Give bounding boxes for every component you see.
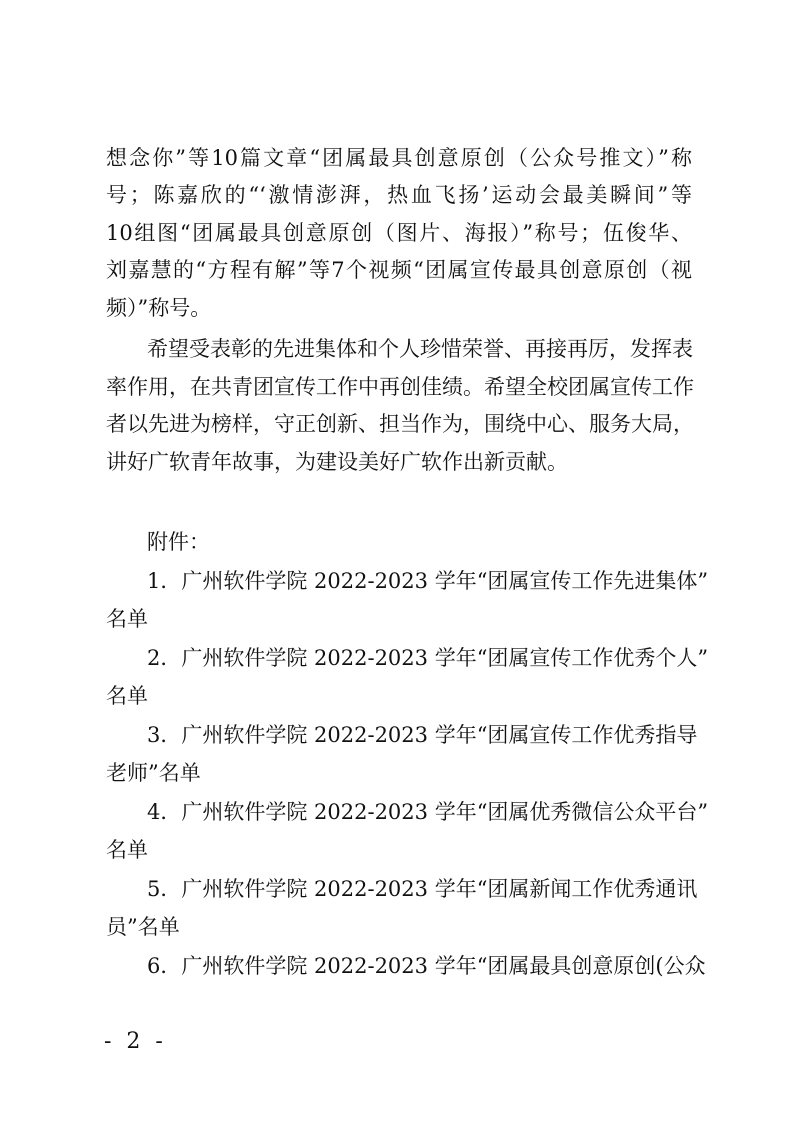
paragraph-line: 者以先进为榜样，守正创新、担当作为，围绕中心、服务大局， bbox=[106, 412, 694, 436]
attachment-item-continuation: 名单 bbox=[106, 684, 148, 708]
paragraph-line: 刘嘉慧的“方程有解”等7个视频“团属宣传最具创意原创（视 bbox=[106, 258, 692, 282]
attachment-item-title: 4．广州软件学院 2022-2023 学年“团属优秀微信公众平台” bbox=[147, 800, 709, 824]
paragraph-line: 率作用，在共青团宣传工作中再创佳绩。希望全校团属宣传工作 bbox=[106, 375, 694, 399]
paragraph-line: 想念你”等10篇文章“团属最具创意原创（公众号推文）”称 bbox=[106, 146, 692, 170]
attachment-item-continuation: 名单 bbox=[106, 838, 148, 862]
paragraph-line: 讲好广软青年故事，为建设美好广软作出新贡献。 bbox=[106, 450, 568, 474]
page-number: - 2 - bbox=[104, 1029, 167, 1054]
attachment-item-continuation: 老师”名单 bbox=[106, 761, 201, 785]
attachment-item-title: 3．广州软件学院 2022-2023 学年“团属宣传工作优秀指导 bbox=[147, 723, 698, 747]
attachment-item-title: 2．广州软件学院 2022-2023 学年“团属宣传工作优秀个人” bbox=[147, 646, 709, 670]
attachment-item-title: 5．广州软件学院 2022-2023 学年“团属新闻工作优秀通讯 bbox=[147, 877, 698, 901]
attachment-item-continuation: 员”名单 bbox=[106, 915, 180, 939]
attachment-item-title: 1．广州软件学院 2022-2023 学年“团属宣传工作先进集体” bbox=[147, 569, 709, 593]
attachment-item-continuation: 名单 bbox=[106, 607, 148, 631]
paragraph-line: 10组图“团属最具创意原创（图片、海报）”称号；伍俊华、 bbox=[106, 221, 692, 245]
paragraph-line: 希望受表彰的先进集体和个人珍惜荣誉、再接再厉，发挥表 bbox=[147, 337, 693, 361]
paragraph-line: 号；陈嘉欣的“‘激情澎湃，热血飞扬’运动会最美瞬间”等 bbox=[106, 183, 692, 207]
attachment-item-title: 6．广州软件学院 2022-2023 学年“团属最具创意原创(公众 bbox=[147, 954, 706, 978]
paragraph-line: 频）”称号。 bbox=[106, 296, 212, 320]
attachments-heading: 附件： bbox=[147, 530, 210, 554]
